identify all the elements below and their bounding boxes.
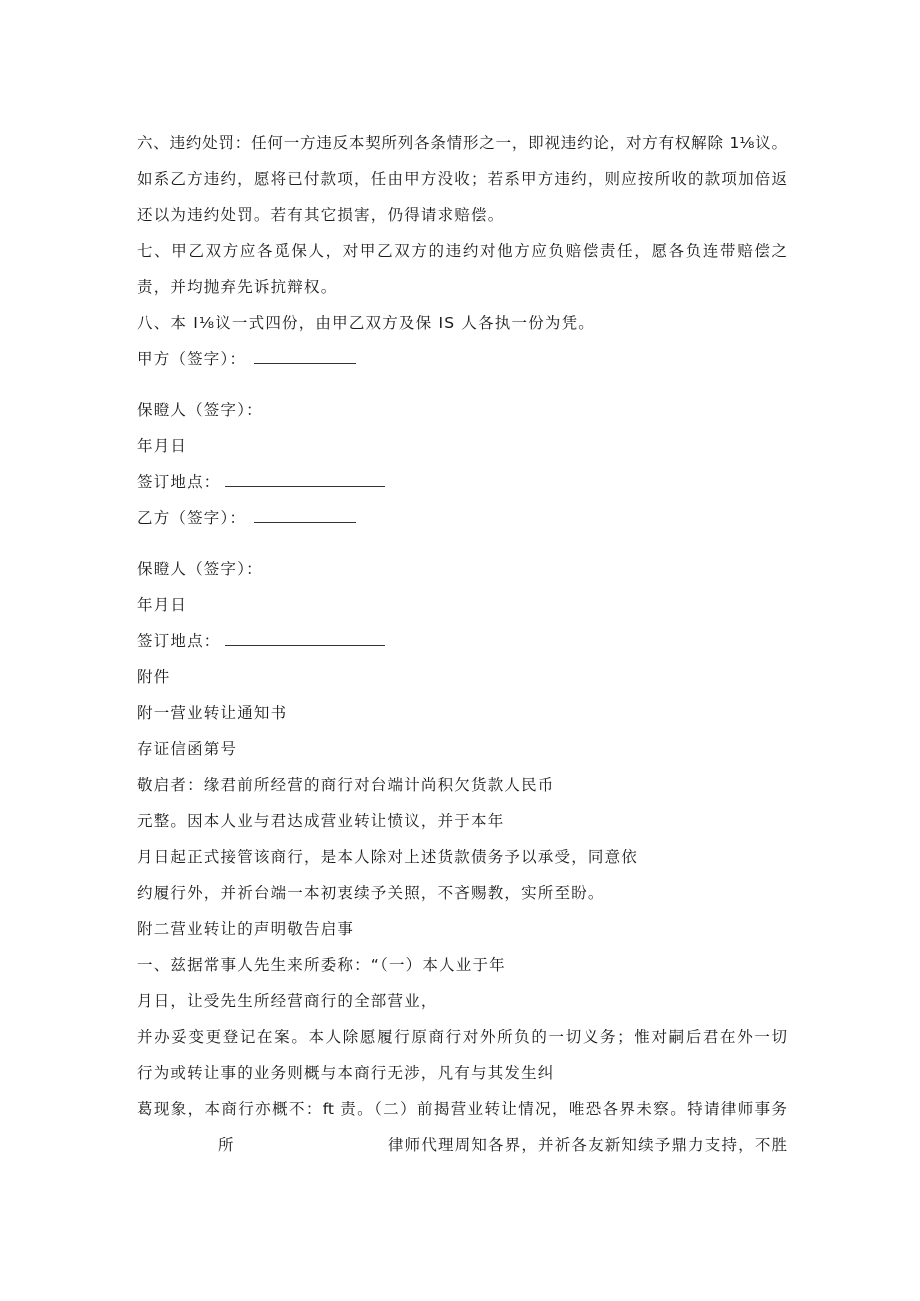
guarantor-2-label: 保瞪人（签字）：	[137, 560, 263, 578]
letter-line-1: 敬启者：缘君前所经营的商行对台端计尚积欠货款人民币	[137, 776, 555, 794]
sign-place-2	[137, 631, 385, 651]
party-a-label: 甲方（签字）：	[137, 350, 247, 368]
date-1: 年月日	[137, 437, 188, 455]
letter-number: 存证信函第号	[137, 740, 238, 758]
notice-line-3: 并办妥变更登记在案。本人除愿履行原商行对外所负的一切义务；惟对嗣后君在外一切	[137, 1028, 787, 1046]
letter-line-4: 约履行外，并祈台端一本初衷续予关照，不吝赐教，实所至盼。	[137, 884, 605, 902]
clause-6-line-1: 六、违约处罚：任何一方违反本契所列各条情形之一，即视违约论，对方有权解除 1⅛议。	[137, 134, 787, 152]
clause-7-line-1: 七、甲乙双方应各觅保人，对甲乙双方的违约对他方应负赔偿责任，愿各负连带赔偿之	[137, 242, 787, 260]
notice-line-1: 一、兹据常事人先生来所委称：“（一）本人业于年	[137, 956, 506, 974]
sign-place-1	[137, 472, 385, 492]
clause-6-line-2: 如系乙方违约，愿将已付款项，任由甲方没收；若系甲方违约，则应按所收的款项加倍返	[137, 170, 787, 188]
sign-place-1-label: 签订地点：	[137, 473, 221, 491]
notice-line-2: 月日，让受先生所经营商行的全部营业，	[137, 992, 438, 1010]
clause-8-line: 八、本 I⅛议一式四份，由甲乙双方及保 IS 人各执一份为凭。	[137, 314, 595, 332]
letter-line-2: 元整。因本人业与君达成营业转让愤议，并于本年	[137, 812, 505, 830]
clause-6-line-3: 还以为违约处罚。若有其它损害，仍得请求赔偿。	[137, 206, 505, 224]
notice-line-6-right: 律师代理周知各界，并祈各友新知续予鼎力支持，不胜	[388, 1136, 787, 1154]
party-b-signature	[137, 508, 356, 528]
sign-place-2-label: 签订地点：	[137, 632, 221, 650]
party-a-signature	[137, 349, 356, 369]
sign-place-1-blank	[225, 472, 385, 487]
party-b-label: 乙方（签字）：	[137, 509, 247, 527]
clause-7-line-2: 责，并均抛弃先诉抗辩权。	[137, 278, 338, 296]
letter-line-3: 月日起正式接管该商行，是本人除对上述货款债务予以承受，同意依	[137, 848, 639, 866]
notice-line-6-left: 所	[218, 1136, 235, 1154]
attachment-2-title: 附二营业转让的声明敬告启事	[137, 920, 355, 938]
sign-place-2-blank	[225, 631, 385, 646]
attachment-1-title: 附一营业转让通知书	[137, 704, 288, 722]
party-b-signature-blank	[254, 508, 356, 523]
notice-line-5: 葛现象，本商行亦概不：ft 责。（二）前揭营业转让情况，唯恐各界未察。特请律师事务	[137, 1100, 787, 1118]
party-a-signature-blank	[254, 349, 356, 364]
date-2: 年月日	[137, 596, 188, 614]
notice-line-4: 行为或转让事的业务则概与本商行无涉，凡有与其发生纠	[137, 1064, 555, 1082]
attachment-heading: 附件	[137, 668, 171, 686]
guarantor-1-label: 保瞪人（签字）：	[137, 401, 263, 419]
